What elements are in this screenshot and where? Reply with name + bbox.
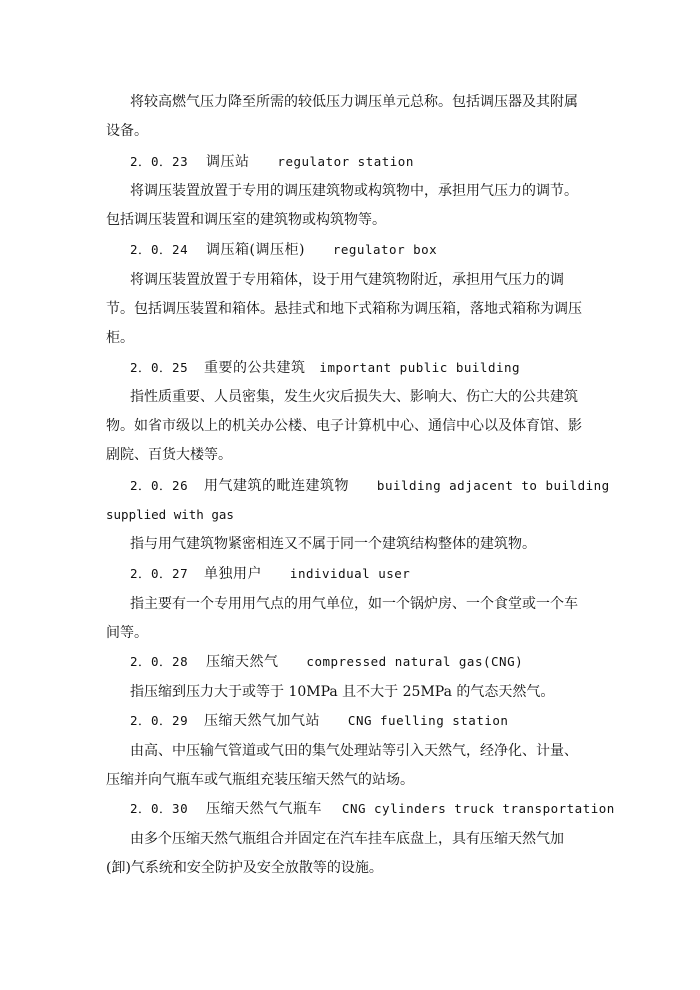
term-number: 2．0．30 bbox=[130, 801, 189, 816]
term-heading bbox=[130, 476, 610, 496]
term-english: important public building bbox=[319, 360, 521, 375]
term-number: 2．0．27 bbox=[130, 566, 189, 581]
body-text-line: 压缩并向气瓶车或气瓶组充装压缩天然气的站场。 bbox=[106, 772, 414, 788]
body-text-line: 柜。 bbox=[106, 330, 134, 346]
term-heading bbox=[130, 358, 520, 378]
body-text-line: 将调压装置放置于专用的调压建筑物或构筑物中，承担用气压力的调节。 bbox=[130, 183, 578, 199]
body-text-line: 指主要有一个专用用气点的用气单位，如一个锅炉房、一个食堂或一个车 bbox=[130, 596, 578, 612]
body-text-line: 指性质重要、人员密集，发生火灾后损失大、影响大、伤亡大的公共建筑 bbox=[130, 389, 578, 405]
body-text-line: 将调压装置放置于专用箱体，设于用气建筑物附近，承担用气压力的调 bbox=[130, 272, 564, 288]
term-english: individual user bbox=[289, 566, 411, 581]
term-english-continued: supplied with gas bbox=[106, 507, 234, 522]
body-text-line: 间等。 bbox=[106, 625, 148, 641]
term-chinese: 调压箱(调压柜) bbox=[206, 242, 305, 258]
body-text-line: 节。包括调压装置和箱体。悬挂式和地下式箱称为调压箱，落地式箱称为调压 bbox=[106, 301, 582, 317]
term-heading bbox=[130, 240, 437, 260]
term-number: 2．0．24 bbox=[130, 242, 189, 257]
body-text-line: 指压缩到压力大于或等于 10MPa 且不大于 25MPa 的气态天然气。 bbox=[130, 684, 555, 700]
body-text-line: 由多个压缩天然气瓶组合并固定在汽车挂车底盘上，具有压缩天然气加 bbox=[130, 831, 564, 847]
term-english: regulator box bbox=[332, 242, 438, 257]
body-text-line: (卸)气系统和安全防护及安全放散等的设施。 bbox=[106, 860, 383, 876]
term-chinese: 单独用户 bbox=[204, 566, 263, 582]
term-number: 2．0．26 bbox=[130, 478, 189, 493]
body-text-line: 将较高燃气压力降至所需的较低压力调压单元总称。包括调压器及其附属 bbox=[130, 94, 578, 110]
term-number: 2．0．29 bbox=[130, 713, 189, 728]
term-heading bbox=[130, 564, 410, 584]
body-text-line: 剧院、百货大楼等。 bbox=[106, 447, 232, 463]
term-number: 2．0．28 bbox=[130, 654, 189, 669]
term-number: 2．0．23 bbox=[130, 154, 189, 169]
term-chinese: 压缩天然气加气站 bbox=[204, 713, 321, 729]
term-chinese: 压缩天然气 bbox=[206, 654, 279, 670]
body-text-line: 由高、中压输气管道或气田的集气处理站等引入天然气，经净化、计量、 bbox=[130, 743, 578, 759]
term-chinese: 调压站 bbox=[206, 154, 250, 170]
term-english: building adjacent to building bbox=[376, 478, 610, 493]
term-chinese: 重要的公共建筑 bbox=[204, 360, 306, 376]
term-english: CNG fuelling station bbox=[347, 713, 509, 728]
term-chinese: 压缩天然气气瓶车 bbox=[206, 801, 323, 817]
term-english: compressed natural gas(CNG) bbox=[306, 654, 524, 669]
body-text-line: 包括调压装置和调压室的建筑物或构筑物等。 bbox=[106, 212, 386, 228]
body-text-line: 设备。 bbox=[106, 123, 148, 139]
term-heading bbox=[130, 711, 508, 731]
term-english: regulator station bbox=[277, 154, 414, 169]
body-text-line: 物。如省市级以上的机关办公楼、电子计算机中心、通信中心以及体育馆、影 bbox=[106, 418, 582, 434]
term-chinese: 用气建筑的毗连建筑物 bbox=[204, 478, 350, 494]
term-number: 2．0．25 bbox=[130, 360, 189, 375]
body-text-line: 指与用气建筑物紧密相连又不属于同一个建筑结构整体的建筑物。 bbox=[130, 536, 536, 552]
term-heading bbox=[130, 799, 615, 819]
term-english: CNG cylinders truck transportation bbox=[341, 801, 615, 816]
term-heading bbox=[130, 652, 523, 672]
term-heading bbox=[130, 152, 414, 172]
